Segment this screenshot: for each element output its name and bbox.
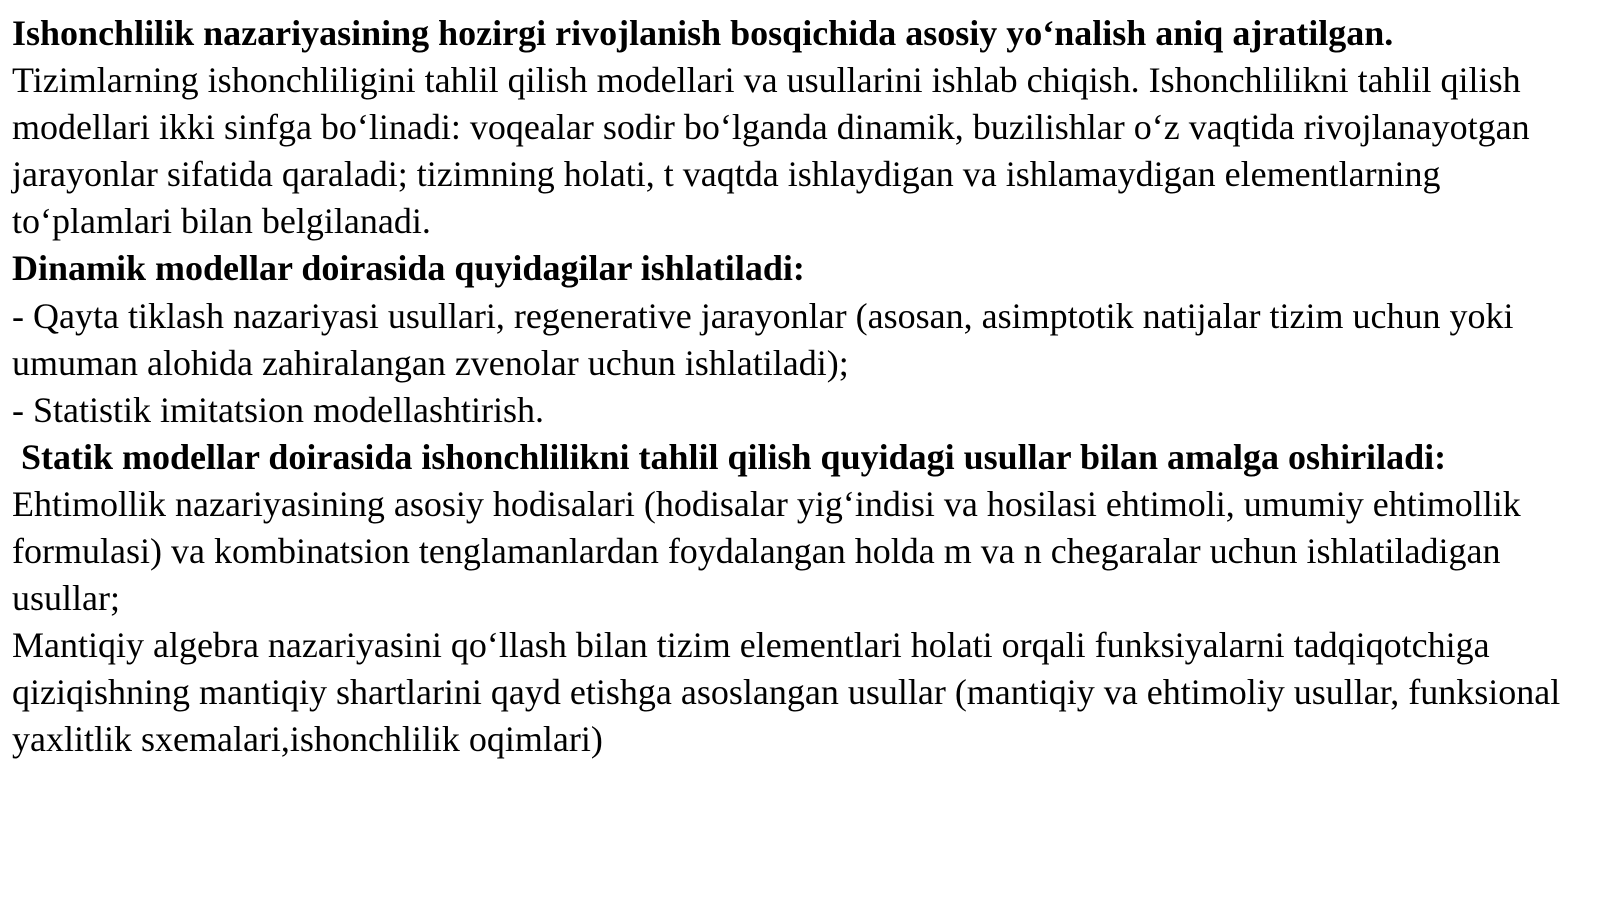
heading-main-direction: Ishonchlilik nazariyasining hozirgi rivojlanish bosqichida asosiy yo‘nalish aniq ajratilgan.: [12, 13, 1394, 53]
document-body: [12, 10, 1592, 764]
paragraph-logic-algebra-methods: Mantiqiy algebra nazariyasini qo‘llash bilan tizim elementlari holati orqali funksiyalarni tadqiqotchiga qiziqishning mantiqiy shartlarini qayd etishga asoslangan usullar (mantiqiy va ehtimoliy usullar, funksional yaxlitlik sxemalari,ishonchlilik oqimlari): [12, 625, 1561, 760]
heading-dynamic-models: Dinamik modellar doirasida quyidagilar ishlatiladi:: [12, 248, 805, 289]
paragraph-probability-methods: Ehtimollik nazariyasining asosiy hodisalari (hodisalar yig‘indisi va hosilasi ehtimoli, umumiy ehtimollik formulasi) va kombinatsion tenglamanlardan foydalangan holda m va n chegaralar uchun ishlatiladigan usullar;: [12, 483, 1521, 619]
list-item-renewal-theory: - Qayta tiklash nazariyasi usullari, regenerative jarayonlar (asosan, asimptotik natijalar tizim uchun yoki umuman alohida zahiralangan zvenolar uchun ishlatiladi);: [12, 295, 1514, 383]
list-item-simulation: - Statistik imitatsion modellashtirish.: [12, 389, 544, 430]
paragraph-analysis-models: Tizimlarning ishonchliligini tahlil qilish modellari va usullarini ishlab chiqish. Ishonchlilikni tahlil qilish modellari ikki sinfga bo‘linadi: voqealar sodir bo‘lganda dinamik, buzilishlar o‘z vaqtida rivojlanayotgan jarayonlar sifatida qaraladi; tizimning holati, t vaqtda ishlaydigan va ishlamaydigan elementlarning to‘plamlari bilan belgilanadi.: [12, 60, 1530, 242]
heading-static-models: Statik modellar doirasida ishonchlilikni tahlil qilish quyidagi usullar bilan amalga oshiriladi:: [12, 436, 1447, 477]
